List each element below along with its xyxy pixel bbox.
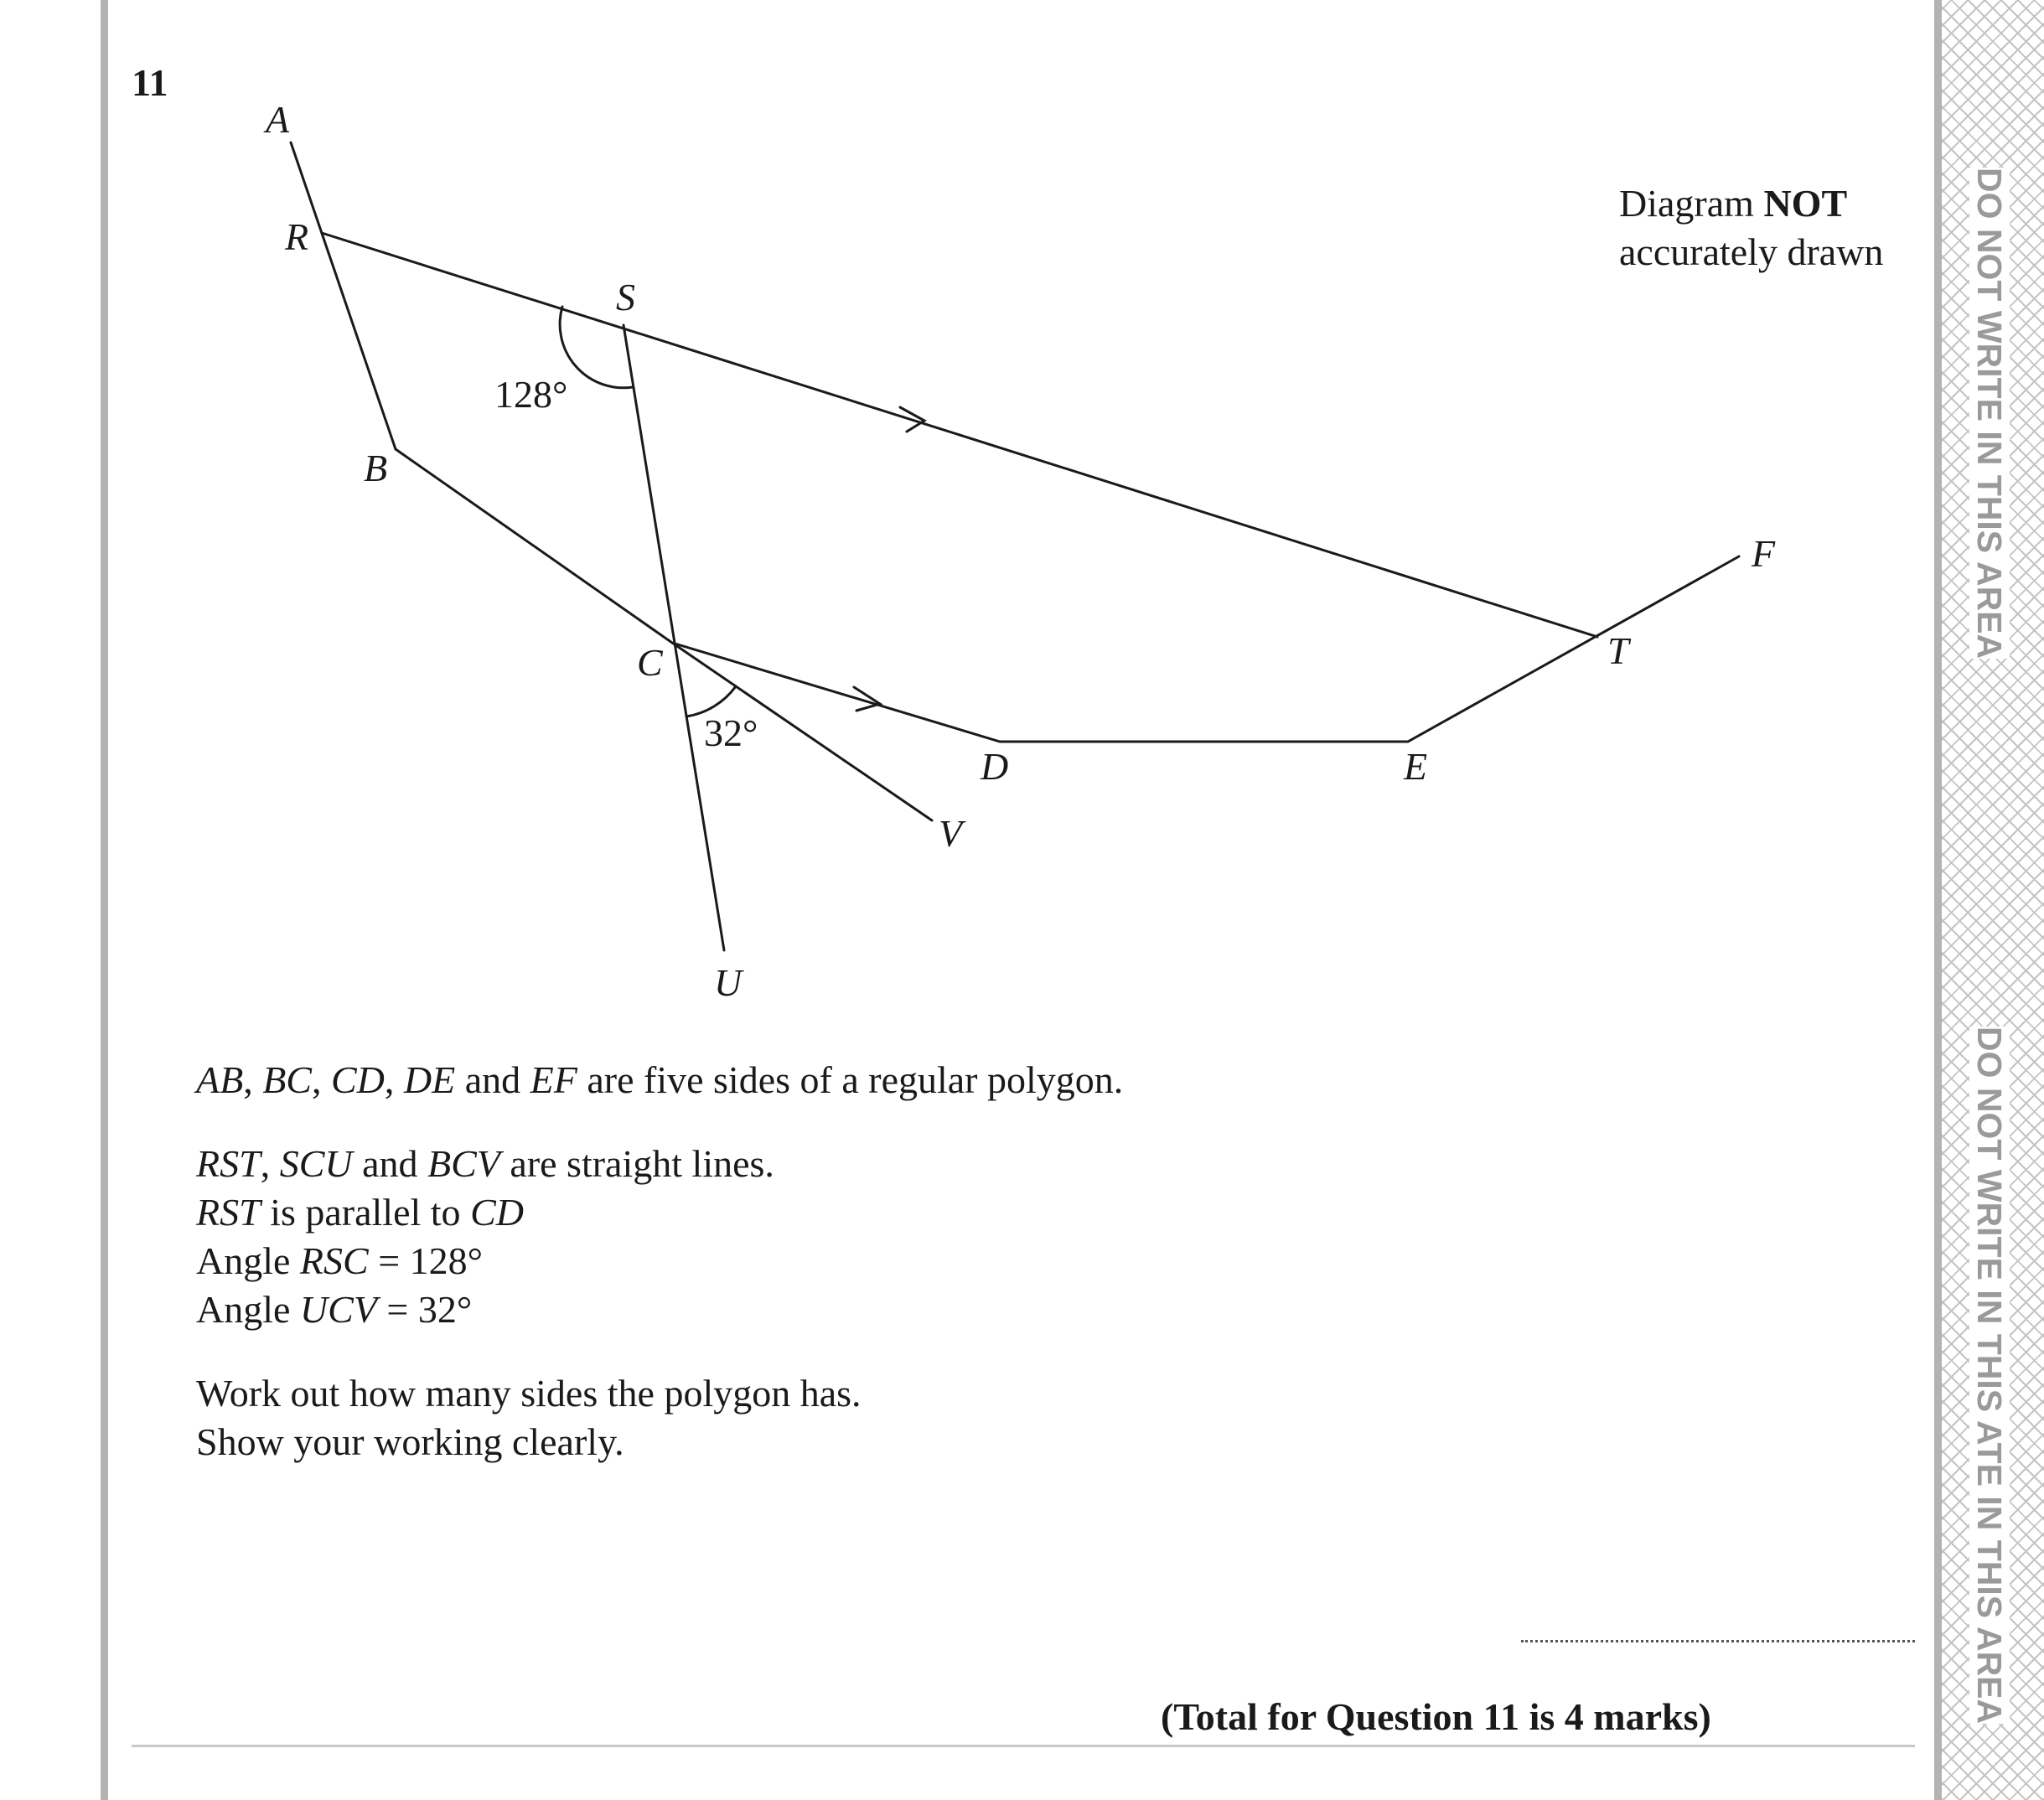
- label-point-t: T: [1607, 629, 1629, 672]
- diagram-note-line2: accurately drawn: [1619, 230, 1884, 273]
- statement-polygon-sides: [196, 1056, 1123, 1104]
- statement-rest: are five sides of a regular polygon.: [577, 1058, 1124, 1101]
- label-point-u: U: [714, 961, 743, 1004]
- term-rst: RST: [196, 1142, 261, 1185]
- term-cd: CD: [470, 1191, 524, 1234]
- sep: ,: [243, 1058, 263, 1101]
- sep: ,: [384, 1058, 404, 1101]
- term-scu: SCU: [279, 1142, 353, 1185]
- angle-label-rsc: 128°: [494, 373, 568, 416]
- margin-warning-bottom: DO NOT WRITE IN THIS ATE IN THIS AREA: [1970, 1027, 2009, 1725]
- bottom-divider: [132, 1745, 1915, 1747]
- margin-warning-top: DO NOT WRITE IN THIS AREA: [1970, 168, 2009, 659]
- label-point-v: V: [939, 812, 963, 855]
- answer-line[interactable]: [1521, 1640, 1915, 1642]
- question-number: 11: [132, 61, 168, 104]
- label-point-d: D: [981, 745, 1009, 788]
- word-and: and: [455, 1058, 530, 1101]
- word-angle: Angle: [196, 1288, 300, 1331]
- fact-angle-ucv: [196, 1285, 774, 1334]
- term-ucv: UCV: [299, 1288, 377, 1331]
- term-bc: BC: [262, 1058, 312, 1101]
- label-point-a: A: [266, 98, 290, 141]
- label-point-f: F: [1752, 532, 1776, 575]
- task-line-2: Show your working clearly.: [196, 1420, 624, 1463]
- term-cd: CD: [330, 1058, 385, 1101]
- fact-angle-rsc: [196, 1237, 774, 1285]
- fact-rest: are straight lines.: [499, 1142, 774, 1185]
- fact-parallel: [196, 1188, 774, 1237]
- total-marks: (Total for Question 11 is 4 marks): [1161, 1695, 1711, 1738]
- label-point-s: S: [616, 276, 635, 318]
- given-facts: [196, 1140, 774, 1334]
- line-scu: [624, 325, 724, 950]
- angle-label-ucv: 32°: [704, 711, 758, 754]
- sep: ,: [311, 1058, 331, 1101]
- label-point-r: R: [285, 215, 309, 258]
- line-rst: [322, 233, 1597, 637]
- polygon-sides-bcdef: [396, 449, 1739, 742]
- term-ab: AB: [196, 1058, 244, 1101]
- word-and: and: [352, 1142, 428, 1185]
- term-bcv: BCV: [427, 1142, 500, 1185]
- task-instructions: [196, 1369, 862, 1466]
- diagram-note: [1619, 179, 1883, 277]
- angle-value: = 128°: [368, 1239, 484, 1282]
- diagram-note-prefix: Diagram: [1619, 182, 1754, 225]
- term-de: DE: [403, 1058, 456, 1101]
- sep: ,: [260, 1142, 280, 1185]
- line-ar-b: [291, 142, 396, 449]
- label-point-b: B: [364, 447, 388, 489]
- label-point-e: E: [1404, 745, 1428, 788]
- term-rst: RST: [196, 1191, 261, 1234]
- term-rsc: RSC: [299, 1239, 369, 1282]
- fact-straight-lines: [196, 1140, 774, 1188]
- diagram-note-bold: NOT: [1763, 182, 1848, 225]
- label-point-c: C: [637, 641, 663, 684]
- task-line-1: Work out how many sides the polygon has.: [196, 1372, 862, 1415]
- angle-value: = 32°: [376, 1288, 473, 1331]
- term-ef: EF: [530, 1058, 577, 1101]
- fact-mid: is parallel to: [260, 1191, 471, 1234]
- word-angle: Angle: [196, 1239, 300, 1282]
